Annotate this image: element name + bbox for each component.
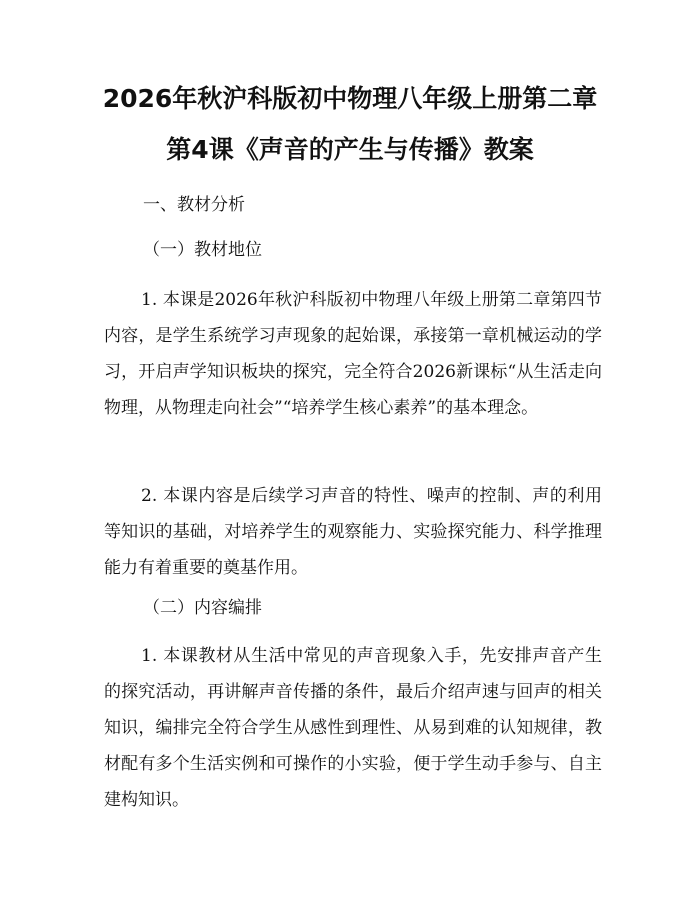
subsection-heading-textbook-position: （一）教材地位 bbox=[143, 240, 262, 260]
paragraph-1: 1. 本课是2026年秋沪科版初中物理八年级上册第二章第四节内容，是学生系统学习声现象的起始课，承接第一章机械运动的学习，开启声学知识板块的探究，完全符合2026新课标“从生活走向物理，从物理走向社会”“培养学生核心素养”的基本理念。 bbox=[104, 290, 602, 418]
subsection-heading-content-arrangement: （二）内容编排 bbox=[143, 598, 262, 618]
document-title-line-2: 第4课《声音的产生与传播》教案 bbox=[166, 135, 534, 164]
paragraph-2: 2. 本课内容是后续学习声音的特性、噪声的控制、声的利用等知识的基础，对培养学生的观察能力、实验探究能力、科学推理能力有着重要的奠基作用。 bbox=[104, 486, 602, 578]
document-title-line-1: 2026年秋沪科版初中物理八年级上册第二章 bbox=[102, 84, 598, 113]
paragraph-3: 1. 本课教材从生活中常见的声音现象入手，先安排声音产生的探究活动，再讲解声音传播的条件，最后介绍声速与回声的相关知识，编排完全符合学生从感性到理性、从易到难的认知规律，教材配有多个生活实例和可操作的小实验，便于学生动手参与、自主建构知识。 bbox=[104, 646, 602, 810]
section-heading-textbook-analysis: 一、教材分析 bbox=[143, 195, 245, 215]
